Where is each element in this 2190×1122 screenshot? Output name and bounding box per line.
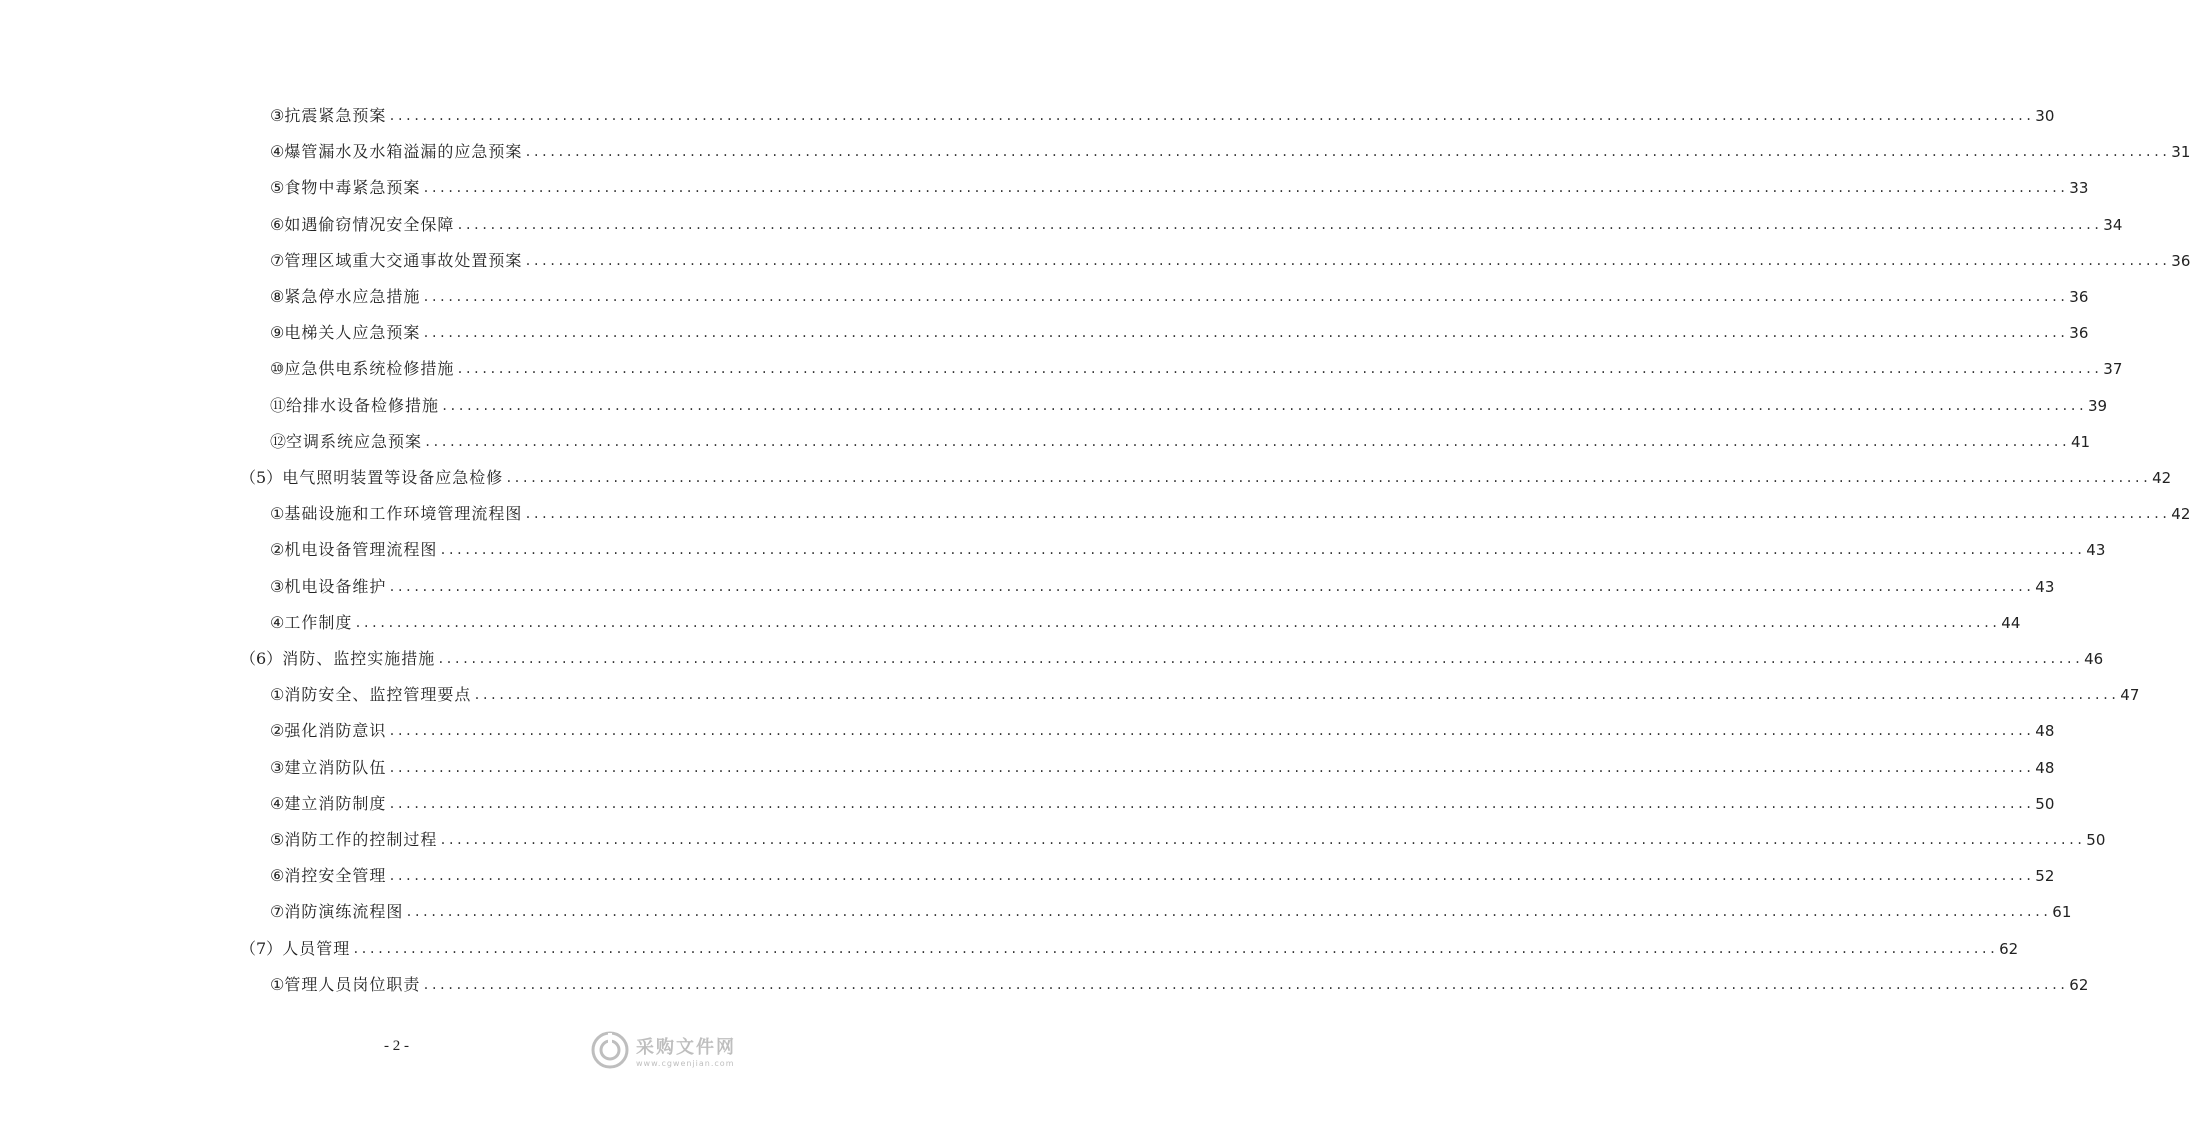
toc-entry-title: 紧急停水应急措施: [284, 287, 421, 306]
toc-entry[interactable]: [270, 669, 2140, 705]
toc-entry-title: 工作制度: [284, 612, 353, 632]
toc-entry-page: 62: [1999, 939, 2019, 958]
toc-entry[interactable]: [270, 886, 2072, 922]
toc-entry-marker: ⑪: [270, 395, 287, 415]
toc-entry[interactable]: [270, 705, 2055, 741]
toc-entry-page: 50: [2086, 831, 2106, 849]
toc-dot-leader: ........................................................................................................................................................................................................: [524, 507, 2170, 522]
toc-entry-page: 43: [2035, 577, 2055, 596]
toc-entry[interactable]: [240, 633, 2104, 669]
toc-entry-page: 47: [2120, 686, 2140, 705]
toc-entry[interactable]: [270, 307, 2089, 343]
toc-entry-marker: ⑤: [270, 178, 285, 198]
toc-entry-title: 消防、监控实施措施: [282, 649, 436, 668]
toc-dot-leader: ........................................................................................................................................................................................................: [388, 796, 2034, 811]
toc-entry[interactable]: [270, 162, 2089, 198]
toc-entry[interactable]: [270, 742, 2055, 778]
toc-entry[interactable]: [270, 814, 2106, 850]
toc-dot-leader: ........................................................................................................................................................................................................: [388, 724, 2034, 739]
toc-dot-leader: ........................................................................................................................................................................................................: [456, 362, 2102, 377]
toc-dot-leader: ........................................................................................................................................................................................................: [524, 253, 2170, 268]
toc-dot-leader: ........................................................................................................................................................................................................: [505, 471, 2151, 485]
toc-dot-leader: ........................................................................................................................................................................................................: [388, 579, 2034, 594]
toc-entry-title: 基础设施和工作环境管理流程图: [284, 504, 523, 524]
toc-entry-marker: ⑦: [270, 250, 285, 270]
cgwenjian-logo-icon: [590, 1030, 630, 1070]
toc-entry[interactable]: [270, 597, 2021, 633]
toc-entry-page: 34: [2103, 215, 2123, 234]
toc-entry-title: 人员管理: [282, 938, 351, 958]
toc-entry-title: 给排水设备检修措施: [286, 395, 440, 415]
toc-entry-title: 电气照明装置等设备应急检修: [282, 468, 504, 487]
toc-entry-marker: ⑨: [270, 323, 285, 343]
toc-entry-page: 48: [2035, 758, 2055, 777]
toc-entry-marker: ⑦: [270, 902, 285, 922]
toc-entry-marker: （6）: [240, 649, 283, 668]
toc-entry[interactable]: [270, 524, 2106, 560]
toc-entry-title: 消防安全、监控管理要点: [284, 685, 472, 705]
toc-entry[interactable]: [270, 561, 2055, 597]
toc-entry[interactable]: [270, 380, 2108, 416]
toc-entry-page: 42: [2152, 469, 2172, 487]
toc-entry-page: 44: [2001, 613, 2021, 632]
toc-entry[interactable]: [270, 235, 2190, 271]
toc-entry[interactable]: [270, 488, 2190, 524]
toc-entry-page: 62: [2069, 975, 2089, 994]
toc-entry[interactable]: [270, 850, 2055, 886]
toc-entry-title: 管理人员岗位职责: [284, 974, 421, 994]
toc-entry-marker: ②: [270, 721, 285, 741]
toc-entry-title: 应急供电系统检修措施: [284, 359, 455, 379]
toc-dot-leader: ........................................................................................................................................................................................................: [424, 434, 2069, 449]
toc-entry-marker: ①: [270, 685, 285, 705]
toc-entry-marker: ③: [270, 576, 285, 596]
toc-entry-title: 食物中毒紧急预案: [284, 178, 421, 198]
toc-dot-leader: ........................................................................................................................................................................................................: [388, 760, 2034, 775]
toc-entry[interactable]: [270, 199, 2123, 235]
toc-entry-title: 消防演练流程图: [284, 902, 404, 922]
toc-entry-page: 42: [2171, 505, 2190, 524]
page-number: - 2 -: [384, 1038, 409, 1054]
toc-entry-marker: ⑫: [270, 431, 287, 451]
toc-entry[interactable]: [270, 126, 2190, 162]
toc-entry[interactable]: [240, 452, 2172, 488]
toc-entry-marker: ④: [270, 142, 285, 162]
toc-entry-marker: ⑥: [270, 866, 285, 886]
toc-entry-marker: ④: [270, 612, 285, 632]
toc-entry-page: 41: [2070, 432, 2091, 451]
toc-dot-leader: ........................................................................................................................................................................................................: [439, 543, 2085, 558]
toc-entry-page: 36: [2069, 324, 2089, 343]
toc-dot-leader: ........................................................................................................................................................................................................: [354, 615, 2000, 630]
toc-entry-page: 52: [2035, 867, 2055, 886]
toc-entry[interactable]: [270, 959, 2089, 995]
toc-entry[interactable]: [270, 271, 2089, 307]
toc-entry-marker: （7）: [240, 938, 283, 958]
toc-dot-leader: ........................................................................................................................................................................................................: [388, 869, 2034, 884]
toc-dot-leader: ........................................................................................................................................................................................................: [388, 109, 2034, 123]
toc-entry-page: 48: [2035, 722, 2055, 741]
toc-dot-leader: ........................................................................................................................................................................................................: [422, 326, 2068, 341]
watermark: [590, 1028, 760, 1072]
toc-entry-page: 61: [2052, 903, 2072, 922]
toc-dot-leader: ........................................................................................................................................................................................................: [437, 652, 2083, 666]
toc-entry-page: 43: [2086, 541, 2106, 560]
toc-entry-title: 管理区域重大交通事故处置预案: [284, 250, 523, 270]
toc-entry-page: 36: [2069, 288, 2089, 306]
toc-dot-leader: ........................................................................................................................................................................................................: [422, 290, 2068, 304]
toc-dot-leader: ........................................................................................................................................................................................................: [524, 145, 2170, 160]
toc-entry-title: 消防工作的控制过程: [284, 830, 438, 849]
toc-entry-page: 50: [2035, 794, 2055, 813]
toc-entry-title: 机电设备维护: [284, 576, 387, 596]
toc-entry-marker: ③: [270, 106, 285, 125]
toc-entry-marker: ⑥: [270, 214, 285, 234]
toc-entry-page: 33: [2069, 179, 2089, 198]
toc-entry-page: 30: [2035, 107, 2055, 125]
toc-entry[interactable]: [270, 416, 2091, 452]
toc-entry-title: 建立消防队伍: [284, 757, 387, 777]
toc-entry-page: 31: [2171, 143, 2190, 162]
toc-entry-page: 39: [2087, 396, 2108, 415]
toc-dot-leader: ........................................................................................................................................................................................................: [422, 977, 2068, 992]
toc-entry-title: 机电设备管理流程图: [284, 540, 438, 560]
toc-entry-title: 如遇偷窃情况安全保障: [284, 214, 455, 234]
toc-entry-title: 消控安全管理: [284, 866, 387, 886]
toc-entry-marker: ③: [270, 757, 285, 777]
toc-entry-page: 36: [2171, 251, 2190, 270]
toc-entry-marker: （5）: [240, 468, 283, 487]
watermark-url: www.cgwenjian.com: [636, 1058, 735, 1068]
toc-entry[interactable]: [270, 778, 2055, 814]
toc-entry-marker: ②: [270, 540, 285, 560]
watermark-name: 采购文件网: [636, 1036, 736, 1058]
toc-entry-marker: ①: [270, 974, 285, 994]
toc-entry[interactable]: [270, 90, 2055, 126]
toc-entry-title: 抗震紧急预案: [284, 106, 387, 125]
toc-entry-marker: ⑧: [270, 287, 285, 306]
toc-entry-title: 电梯关人应急预案: [284, 323, 421, 343]
toc-entry-title: 爆管漏水及水箱溢漏的应急预案: [284, 142, 523, 162]
toc-dot-leader: ........................................................................................................................................................................................................: [456, 217, 2102, 232]
toc-entry-page: 37: [2103, 360, 2123, 379]
toc-entry[interactable]: [240, 923, 2019, 959]
toc-entry-marker: ⑤: [270, 830, 285, 849]
toc-dot-leader: ........................................................................................................................................................................................................: [441, 398, 2086, 413]
toc-entry-marker: ④: [270, 793, 285, 813]
toc-entry-title: 空调系统应急预案: [286, 431, 423, 451]
toc-dot-leader: ........................................................................................................................................................................................................: [405, 905, 2051, 920]
toc-dot-leader: ........................................................................................................................................................................................................: [473, 688, 2119, 703]
toc-entry[interactable]: [270, 343, 2123, 379]
toc-dot-leader: ........................................................................................................................................................................................................: [352, 941, 1998, 956]
toc-entry-marker: ①: [270, 504, 285, 524]
toc-entry-marker: ⑩: [270, 359, 285, 379]
toc-entry-title: 强化消防意识: [284, 721, 387, 741]
toc-dot-leader: ........................................................................................................................................................................................................: [422, 181, 2068, 196]
toc-entry-page: 46: [2084, 650, 2104, 668]
toc-entry-title: 建立消防制度: [284, 793, 387, 813]
toc-dot-leader: ........................................................................................................................................................................................................: [439, 833, 2085, 847]
